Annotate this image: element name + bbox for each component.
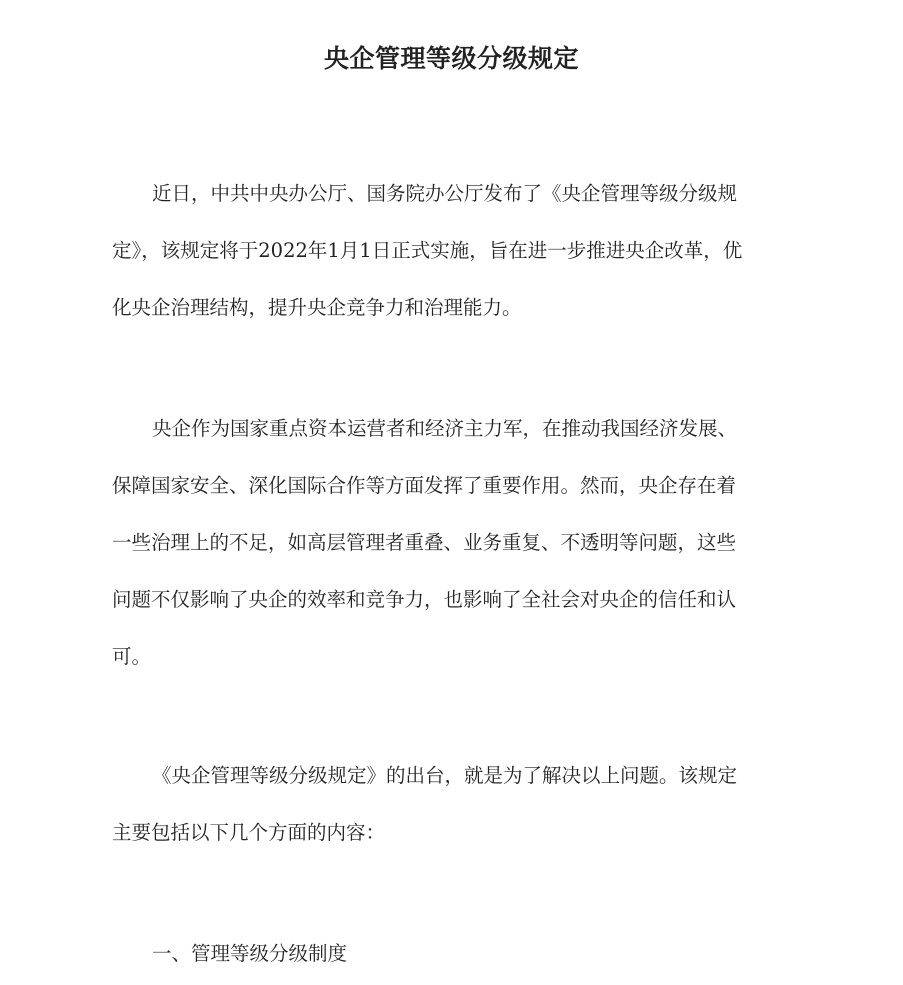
paragraph-line: 保障国家安全、深化国际合作等方面发挥了重要作用。然而，央企存在着 (112, 474, 737, 497)
paragraph-line: 央企作为国家重点资本运营者和经济主力军，在推动我国经济发展、 (152, 417, 738, 440)
paragraph-line: 近日，中共中央办公厅、国务院办公厅发布了《央企管理等级分级规 (152, 182, 738, 205)
paragraph-line: 问题不仅影响了央企的效率和竞争力，也影响了全社会对央企的信任和认 (112, 588, 737, 611)
paragraph-line: 一些治理上的不足，如高层管理者重叠、业务重复、不透明等问题，这些 (112, 531, 737, 554)
paragraph-line: 化央企治理结构，提升央企竞争力和治理能力。 (112, 296, 522, 319)
paragraph-line: 可。 (112, 645, 152, 668)
paragraph-intro (112, 165, 812, 336)
section-heading (112, 925, 812, 982)
paragraph-line: 主要包括以下几个方面的内容： (112, 821, 386, 844)
document-title: 央企管理等级分级规定 (323, 44, 579, 73)
paragraph-line: 定》，该规定将于2022年1月1日正式实施，旨在进一步推进央企改革，优 (112, 239, 743, 262)
paragraph-background (112, 400, 812, 685)
paragraph-line: 《央企管理等级分级规定》的出台，就是为了解决以上问题。该规定 (152, 764, 738, 787)
paragraph-purpose (112, 747, 812, 861)
section-heading-text: 一、管理等级分级制度 (152, 942, 348, 965)
